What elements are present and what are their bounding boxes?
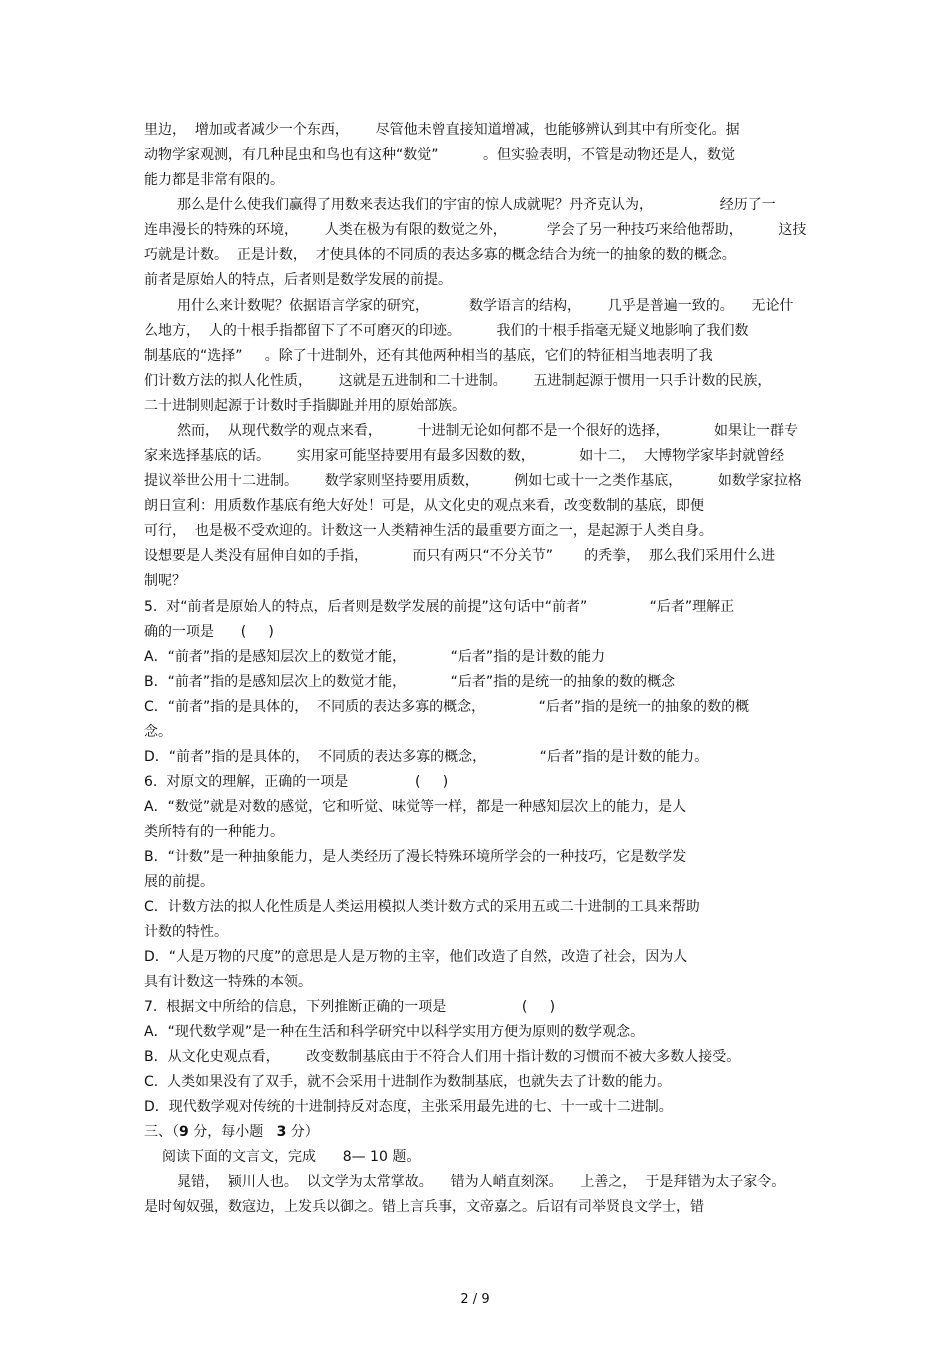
question-6: 6. 对原文的理解，正确的一项是 ( ) (144, 774, 449, 790)
section-points: 9 (179, 1124, 189, 1140)
option-b: B．“计数”是一种抽象能力，是人类经历了漫长特殊环境所学会的一种技巧，它是数学发 (144, 849, 687, 865)
option-a: A．“数觉”就是对数的感觉，它和听觉、味觉等一样，都是一种感知层次上的能力，是人 (144, 799, 687, 815)
text-line: 前者是原始人的特点，后者则是数学发展的前提。 (144, 272, 452, 288)
text-line: 连串漫长的特殊的环境， 人类在极为有限的数觉之外， 学会了另一种技巧来给他帮助， 这技 (144, 222, 807, 238)
text-line: 制呢？ (144, 573, 186, 589)
text-line: 朗日宣利：用质数作基底有绝大好处！可是，从文化史的观点来看，改变数制的基底，即便 (144, 498, 704, 514)
option-d: D．“前者”指的是具体的， 不同质的表达多寡的概念， “后者”指的是计数的能力。 (144, 749, 709, 765)
text-line: 那么是什么使我们赢得了用数来表达我们的宇宙的惊人成就呢？丹齐克认为， 经历了一 (177, 197, 776, 213)
text-line: 提议举世公用十二进制。 数学家则坚持要用质数， 例如七或十一之类作基底， 如数学家拉格 (144, 473, 802, 489)
text-line: 可行， 也是极不受欢迎的。计数这一人类精神生活的最重要方面之一，是起源于人类自身。 (144, 523, 713, 539)
text-line: 类所特有的一种能力。 (144, 824, 284, 840)
option-c: C．计数方法的拟人化性质是人类运用模拟人类计数方式的采用五或二十进制的工具来帮助 (144, 899, 700, 915)
question-7: 7. 根据文中所给的信息，下列推断正确的一项是 ( ) (144, 999, 556, 1015)
text-line: 晁错， 颍川人也。 以文学为太常掌故。 错为人峭直刻深。 上善之， 于是拜错为太子家令。 (177, 1174, 786, 1190)
option-a: A．“现代数学观”是一种在生活和科学研究中以科学实用方便为原则的数学观念。 (144, 1024, 645, 1040)
page-number: 2 / 9 (460, 1292, 490, 1307)
option-b: B．从文化史观点看， 改变数制基底由于不符合人们用十指计数的习惯而不被大多数人接受。 (144, 1049, 741, 1065)
text-line: 然而， 从现代数学的观点来看， 十进制无论如何都不是一个很好的选择， 如果让一群专 (177, 423, 799, 439)
text-line: 二十进制则起源于计数时手指脚趾并用的原始部族。 (144, 398, 466, 414)
option-b: B．“前者”指的是感知层次上的数觉才能， “后者”指的是统一的抽象的数的概念 (144, 674, 676, 690)
option-c: C. 人类如果没有了双手，就不会采用十进制作为数制基底，也就失去了计数的能力。 (144, 1074, 672, 1090)
text-line: 具有计数这一特殊的本领。 (144, 974, 312, 990)
text-line: 设想要是人类没有屈伸自如的手指， 而只有两只“不分关节” 的秃拳， 那么我们采用什么进 (144, 548, 776, 564)
text-line: 念。 (144, 724, 172, 740)
question-5: 5. 对“前者是原始人的特点，后者则是数学发展的前提”这句话中“前者” “后者”理解正 (144, 599, 735, 615)
instruction-line: 阅读下面的文言文，完成 8— 10 题。 (162, 1149, 421, 1165)
text-line: 展的前提。 (144, 874, 214, 890)
text-line: 里边， 增加或者减少一个东西， 尽管他未曾直接知道增减，也能够辨认到其中有所变化。据 (144, 122, 740, 138)
text-line: 是时匈奴强，数寇边，上发兵以御之。错上言兵事，文帝嘉之。后诏有司举贤良文学士，错 (144, 1199, 704, 1215)
option-d: D．“人是万物的尺度”的意思是人是万物的主宰，他们改造了自然，改造了社会，因为人 (144, 949, 688, 965)
section-points-each: 3 (276, 1124, 287, 1140)
text-line: 计数的特性。 (144, 924, 228, 940)
option-a: A．“前者”指的是感知层次上的数觉才能， “后者”指的是计数的能力 (144, 649, 606, 665)
text-line: 家来选择基底的话。 实用家可能坚持要用有最多因数的数， 如十二， 大博物学家毕封就曾经 (144, 448, 785, 464)
text-line: 能力都是非常有限的。 (144, 172, 284, 188)
text-line: 确的一项是 ( ) (144, 624, 274, 640)
section-heading (144, 1123, 319, 1141)
section-heading-part: 分，每小题 (188, 1124, 277, 1140)
section-heading-part: 三、（ (144, 1124, 179, 1140)
text-line: 动物学家观测，有几种昆虫和鸟也有这种“数觉” 。但实验表明，不管是动物还是人，数觉 (144, 147, 736, 163)
section-heading-part: 分） (286, 1124, 319, 1140)
text-line: 用什么来计数呢？依据语言学家的研究， 数学语言的结构， 几乎是普遍一致的。 无论什 (177, 298, 794, 314)
text-line: 么地方， 人的十根手指都留下了不可磨灭的印迹。 我们的十根手指毫无疑义地影响了我们数 (144, 323, 749, 339)
text-line: 巧就是计数。 正是计数， 才使具体的不同质的表达多寡的概念结合为统一的抽象的数的概念。 (144, 247, 736, 263)
option-c: C．“前者”指的是具体的， 不同质的表达多寡的概念， “后者”指的是统一的抽象的数的概 (144, 699, 750, 715)
option-d: D．现代数学观对传统的十进制持反对态度，主张采用最先进的七、十一或十二进制。 (144, 1099, 673, 1115)
text-line: 制基底的“选择” 。除了十进制外，还有其他两种相当的基底，它们的特征相当地表明了我 (144, 348, 713, 364)
text-line: 们计数方法的拟人化性质， 这就是五进制和二十进制。 五进制起源于惯用一只手计数的民族， (144, 373, 772, 389)
